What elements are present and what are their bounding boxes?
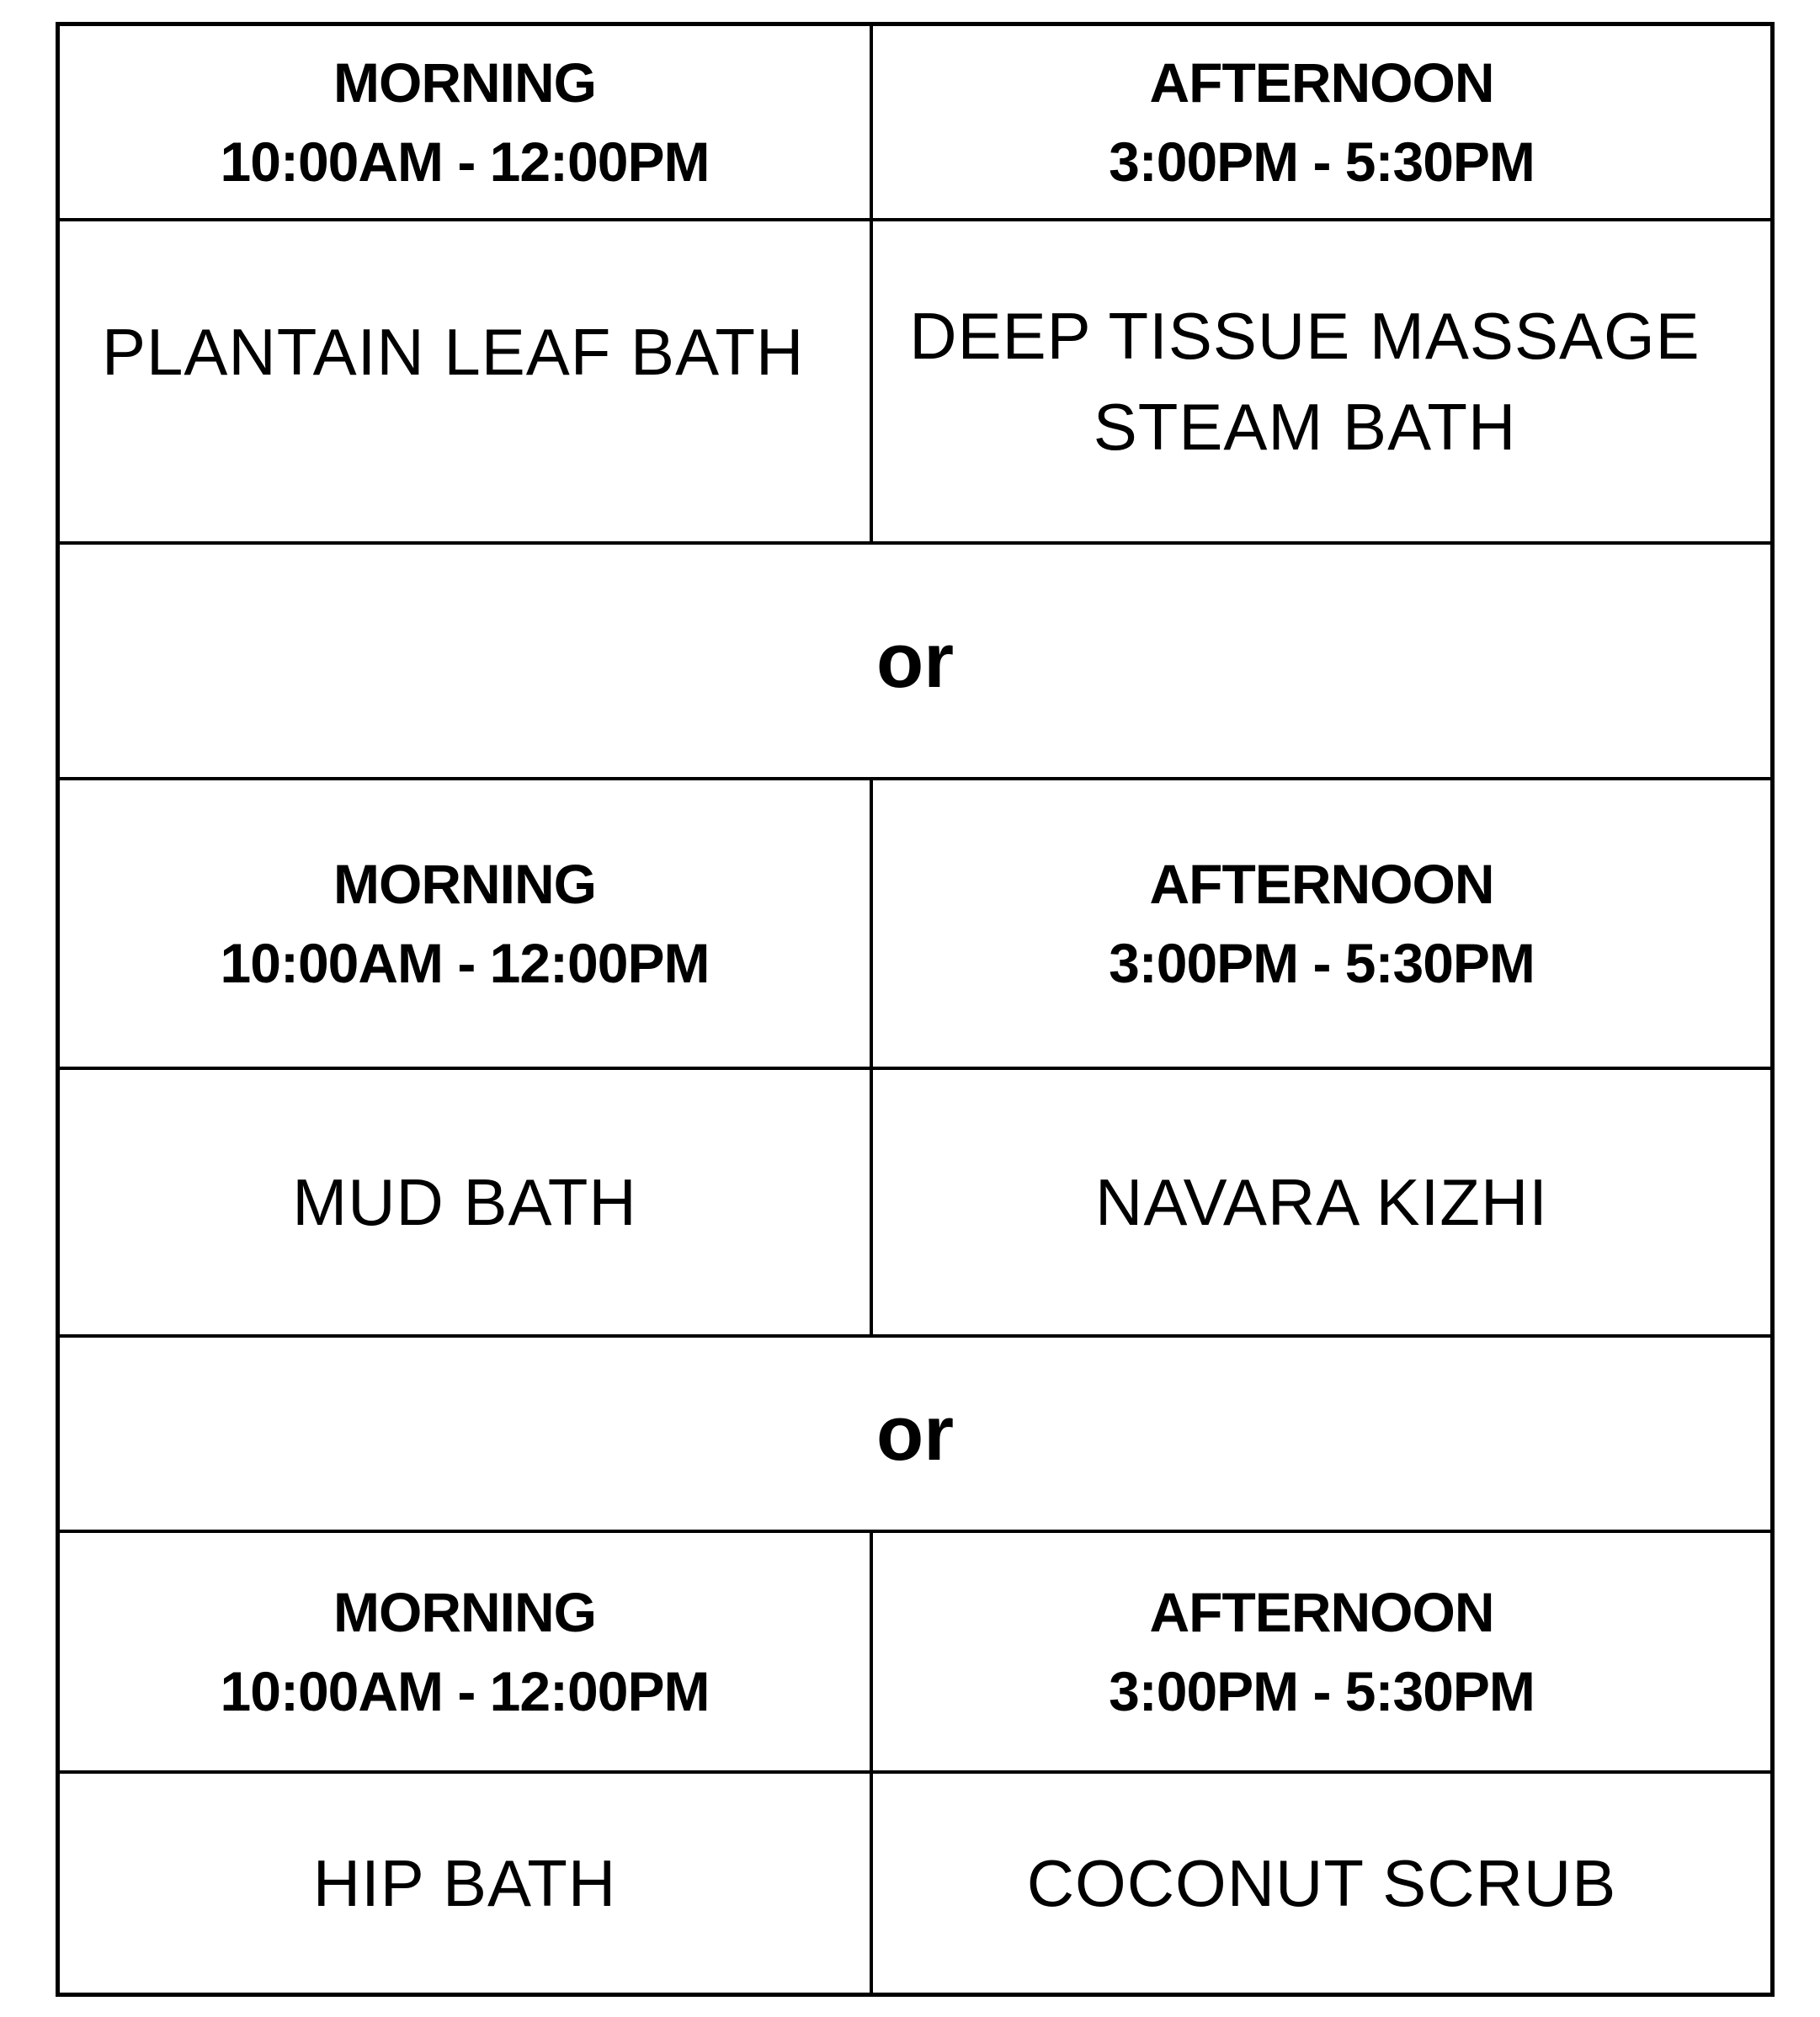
afternoon-time: 3:00PM - 5:30PM — [1109, 1660, 1535, 1722]
table-row — [60, 1070, 1770, 1338]
treatment-name: HIP BATH — [312, 1846, 617, 1920]
morning-time: 10:00AM - 12:00PM — [220, 130, 710, 193]
morning-label: MORNING — [333, 1581, 596, 1643]
or-separator: or — [876, 1391, 954, 1477]
morning-treatment-cell — [60, 1070, 873, 1334]
table-row — [60, 26, 1770, 221]
afternoon-treatment-cell — [873, 1070, 1770, 1334]
morning-label: MORNING — [333, 51, 596, 114]
or-separator: or — [876, 618, 954, 704]
morning-header-cell — [60, 1533, 873, 1770]
morning-header-cell — [60, 780, 873, 1067]
afternoon-label: AFTERNOON — [1149, 1581, 1494, 1643]
morning-time: 10:00AM - 12:00PM — [220, 1660, 710, 1722]
morning-treatment-cell — [60, 1774, 873, 1993]
treatment-name: MUD BATH — [292, 1165, 637, 1239]
afternoon-time: 3:00PM - 5:30PM — [1109, 932, 1535, 994]
table-row — [60, 1774, 1770, 1993]
table-row — [60, 221, 1770, 545]
table-row — [60, 780, 1770, 1070]
schedule-table — [56, 22, 1775, 1997]
afternoon-time: 3:00PM - 5:30PM — [1109, 130, 1535, 193]
morning-header-cell — [60, 26, 873, 218]
treatment-name: DEEP TISSUE MASSAGE — [909, 299, 1700, 373]
treatment-name: NAVARA KIZHI — [1095, 1165, 1548, 1239]
separator-row — [60, 545, 1770, 780]
afternoon-treatment-cell — [873, 1774, 1770, 1993]
treatment-name: PLANTAIN LEAF BATH — [102, 315, 805, 389]
afternoon-header-cell — [873, 26, 1770, 218]
morning-time: 10:00AM - 12:00PM — [220, 932, 710, 994]
treatment-name: COCONUT SCRUB — [1026, 1846, 1617, 1920]
morning-label: MORNING — [333, 853, 596, 915]
afternoon-treatment-cell — [873, 221, 1770, 541]
table-row — [60, 1533, 1770, 1774]
morning-treatment-cell — [60, 221, 873, 541]
afternoon-label: AFTERNOON — [1149, 51, 1494, 114]
treatment-name: STEAM BATH — [1093, 390, 1517, 464]
afternoon-header-cell — [873, 1533, 1770, 1770]
afternoon-label: AFTERNOON — [1149, 853, 1494, 915]
separator-row — [60, 1338, 1770, 1533]
afternoon-header-cell — [873, 780, 1770, 1067]
